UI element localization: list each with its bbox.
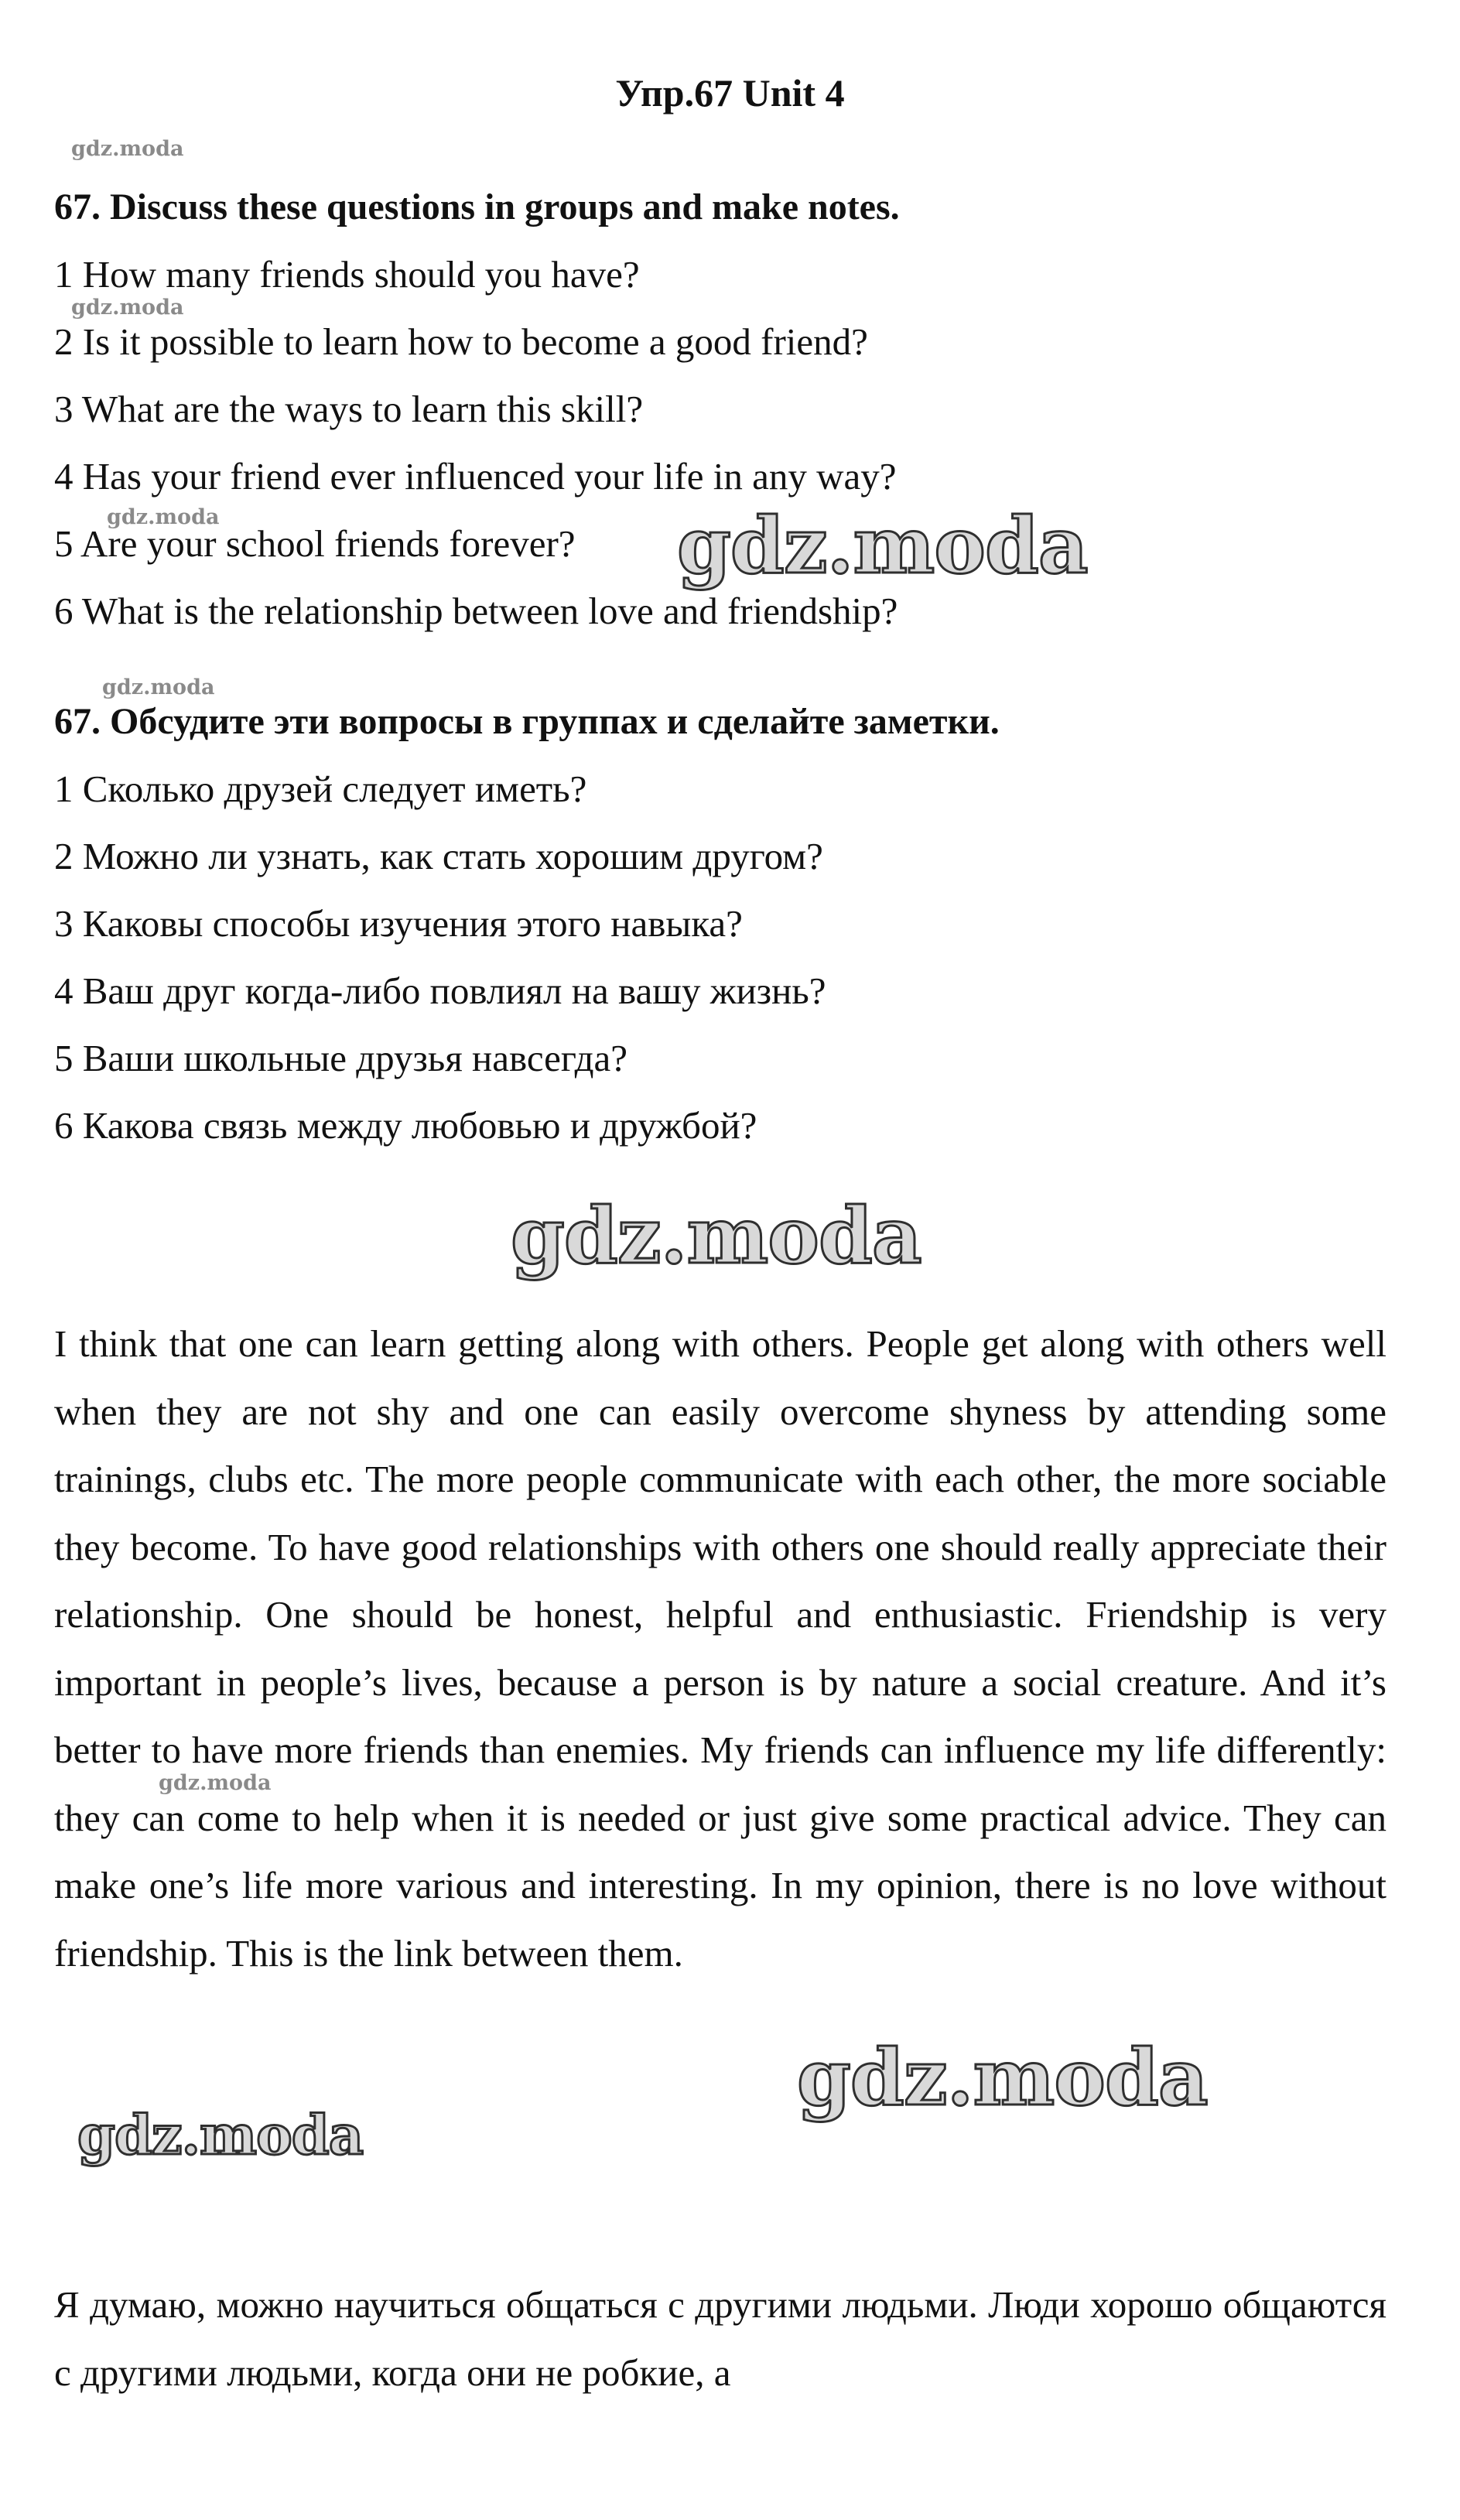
watermark-large: gdz.moda xyxy=(77,2103,364,2167)
watermark-small: gdz.moda xyxy=(102,675,215,699)
russian-question-1: 1 Сколько друзей следует иметь? xyxy=(54,768,587,810)
english-question-5: 5 Are your school friends forever? xyxy=(54,522,576,565)
russian-question-4: 4 Ваш друг когда-либо повлиял на вашу жизнь? xyxy=(54,969,826,1012)
russian-question-3: 3 Каковы способы изучения этого навыка? xyxy=(54,902,743,945)
answer-paragraph-ru: Я думаю, можно научиться общаться с другими людьми. Люди хорошо общаются с другими людьми, когда они не робкие, а xyxy=(54,2283,1386,2394)
watermark-large: gdz.moda xyxy=(511,1190,921,1281)
english-question-1: 1 How many friends should you have? xyxy=(54,253,640,296)
page-title: Упр.67 Unit 4 xyxy=(615,71,845,115)
russian-question-6: 6 Какова связь между любовью и дружбой? xyxy=(54,1104,757,1147)
watermark-small: gdz.moda xyxy=(71,296,184,320)
english-question-3: 3 What are the ways to learn this skill? xyxy=(54,388,644,430)
watermark-small: gdz.moda xyxy=(71,137,184,161)
english-heading: 67. Discuss these questions in groups and make notes. xyxy=(54,186,900,227)
english-question-6: 6 What is the relationship between love and friendship? xyxy=(54,590,898,632)
russian-heading: 67. Обсудите эти вопросы в группах и сделайте заметки. xyxy=(54,701,1000,742)
english-question-2: 2 Is it possible to learn how to become a good friend? xyxy=(54,320,868,363)
english-question-4: 4 Has your friend ever influenced your life in any way? xyxy=(54,455,897,498)
watermark-large: gdz.moda xyxy=(677,500,1088,591)
watermark-small: gdz.moda xyxy=(159,1771,272,1795)
russian-question-2: 2 Можно ли узнать, как стать хорошим другом? xyxy=(54,835,823,877)
watermark-small: gdz.moda xyxy=(107,505,220,529)
answer-paragraph-en: I think that one can learn getting along with others. People get along with others well when they are not shy and one can easily overcome shyness by attending some trainings, clubs etc. The more people communicate with each other, the more sociable they become. To have good relationships with others one should really appreciate their relationship. One should be honest, helpful and enthusiastic. Friendship is very important in people’s lives, because a person is by nature a social creature. And it’s better to have more friends than enemies. My friends can influence my life differently: they can come to help when it is needed or just give some practical advice. They can make one’s life more various and interesting. In my opinion, there is no love without friendship. This is the link between them. xyxy=(54,1322,1386,1975)
russian-question-5: 5 Ваши школьные друзья навсегда? xyxy=(54,1037,628,1079)
watermark-large: gdz.moda xyxy=(797,2032,1208,2123)
